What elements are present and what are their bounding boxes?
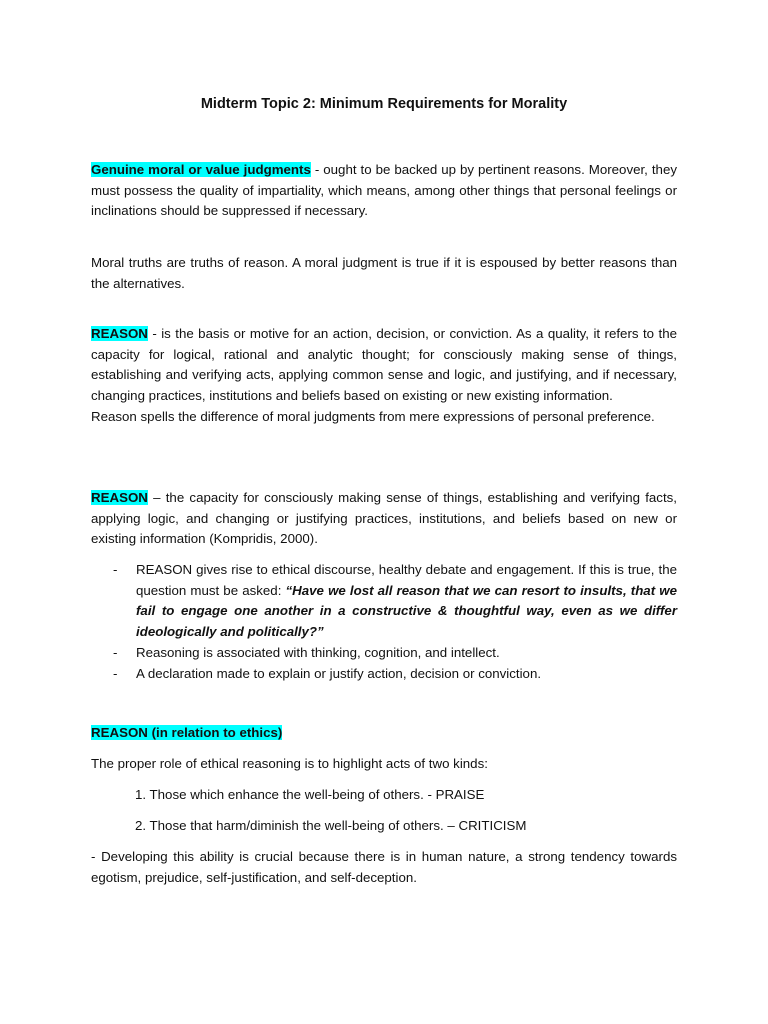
- list-item-text: A declaration made to explain or justify action, decision or conviction.: [136, 665, 542, 681]
- highlighted-term: REASON: [91, 490, 148, 505]
- quoted-question: “Have we lost all reason that we can resort to insults, that we fail to engage one another in a constructive & thoughtful way, even as we differ ideologically and politically?”: [136, 582, 677, 640]
- list-item: [91, 643, 677, 664]
- numbered-item-criticism: 2. Those that harm/diminish the well-being of others. – CRITICISM: [135, 818, 527, 833]
- section-heading: [91, 723, 677, 744]
- paragraph-genuine-judgments: [91, 160, 677, 222]
- section-intro: The proper role of ethical reasoning is to highlight acts of two kinds:: [91, 756, 488, 771]
- page-title: Midterm Topic 2: Minimum Requirements for Morality: [200, 96, 568, 112]
- dash-marker: -: [113, 665, 118, 681]
- dash-marker: -: [113, 644, 118, 660]
- paragraph-text: - is the basis or motive for an action, decision, or conviction. As a quality, it refers to the capacity for logical, rational and analytic thought; for consciously making sense of things, establishing and verifying acts, applying common sense and logic, and justifying, and if necessary, changing practices, institutions and beliefs based on existing or new existing information.: [91, 326, 677, 404]
- paragraph-text: Reason spells the difference of moral judgments from mere expressions of personal preference.: [91, 408, 655, 424]
- highlighted-term: Genuine moral or value judgments: [91, 162, 311, 177]
- list-item-text: REASON gives rise to ethical discourse, healthy debate and engagement. If this is true, the question must be asked:: [136, 562, 677, 598]
- paragraph-reason-capacity: [91, 488, 677, 550]
- paragraph-text: - ought to be backed up by pertinent reasons. Moreover, they must possess the quality of impartiality, which means, among other things that personal feelings or inclinations should be suppressed if necessary.: [91, 162, 677, 219]
- numbered-item-praise: 1. Those which enhance the well-being of others. - PRAISE: [135, 787, 485, 802]
- highlighted-heading: REASON (in relation to ethics): [91, 725, 283, 740]
- list-item: [91, 664, 677, 685]
- dash-marker: -: [113, 562, 118, 577]
- bullet-list: [91, 560, 677, 684]
- paragraph-reason-definition: [91, 324, 677, 428]
- highlighted-term: REASON: [91, 326, 148, 341]
- closing-paragraph: - Developing this ability is crucial because there is in human nature, a strong tendency towards egotism, prejudice, self-justification, and self-deception.: [91, 849, 677, 885]
- paragraph-text: – the capacity for consciously making sense of things, establishing and verifying facts, applying logic, and changing or justifying practices, institutions, and beliefs based on new or existing information (Kompridis, 2000).: [91, 490, 677, 547]
- list-item-text: Reasoning is associated with thinking, cognition, and intellect.: [136, 644, 500, 660]
- list-item: [91, 560, 677, 643]
- paragraph-moral-truths: Moral truths are truths of reason. A moral judgment is true if it is espoused by better reasons than the alternatives.: [91, 255, 677, 291]
